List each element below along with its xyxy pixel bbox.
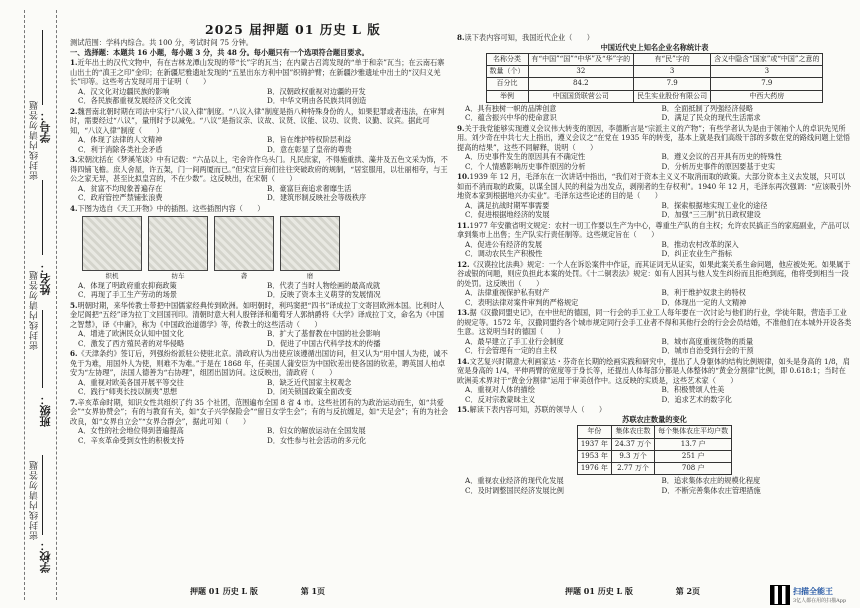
question-text: 据《汉撒同盟史记》，在中世纪的德国，同一行会的手工业工人每年要在一次讨论与他们的行业，学徒年限，营造手工业的规定等。1572 年，汉撒同盟约各个城市规定同行会手工业者不得和其他行会的行会会员结婚，不准他们在本城外开设各类生意。这说明当时的德国（ ） bbox=[457, 308, 852, 337]
answer-option[interactable]: D．纠正农业生产指标 bbox=[661, 249, 732, 259]
footer-right-title: 押题 01 历史 L 版 bbox=[565, 586, 633, 596]
answer-option[interactable]: A．体现了法律的人文精神 bbox=[78, 135, 163, 144]
table-header-cell: 有“中国”“国”“中华”及“华”字的 bbox=[528, 54, 634, 66]
answer-option[interactable]: A．重视对人体的描绘 bbox=[465, 385, 535, 395]
qr-code-icon bbox=[770, 585, 790, 605]
question-7 bbox=[70, 398, 450, 446]
question-number: 7. bbox=[70, 397, 78, 407]
tiangong-kaiwu-illustration bbox=[148, 216, 208, 271]
exam-title: 2025 届押题 01 历史 L 版 bbox=[205, 22, 381, 37]
question-number: 14. bbox=[457, 356, 470, 366]
answer-option[interactable]: A．女性的社会地位得到普遍提高 bbox=[78, 426, 184, 436]
answer-options bbox=[70, 426, 450, 445]
answer-option[interactable]: B．缺乏近代国家主权观念 bbox=[267, 377, 352, 387]
answer-option[interactable]: B．汉朝政权重视对边疆的开发 bbox=[267, 86, 366, 96]
question-text: 1977 年安徽省明文规定：农村一切工作要以生产为中心，尊重生产队的自主权；允许农民搞正当的家庭副业，产品可以拿到集市上出售；生产队实行责任制等。这些规定旨在（ ） bbox=[457, 220, 850, 240]
answer-options bbox=[70, 135, 450, 154]
question-stem bbox=[457, 405, 852, 415]
answer-option[interactable]: D．满足了民众的现代生活需求 bbox=[661, 113, 761, 123]
footer-left-page: 第 1页 bbox=[300, 586, 326, 596]
question-text: 下图为选自《天工开物》中的插图。这些插图内容（ ） bbox=[77, 203, 265, 213]
question-15 bbox=[457, 405, 852, 495]
question-number: 4. bbox=[70, 203, 78, 213]
question-stem bbox=[70, 398, 450, 427]
illustration-caption: 纺车 bbox=[171, 272, 185, 280]
answer-option[interactable]: B．扩大了基督教在中国的社会影响 bbox=[267, 329, 381, 339]
table-cell: 24.37 万个 bbox=[611, 438, 654, 450]
table-cell: 3 bbox=[711, 66, 823, 78]
answer-option[interactable]: C．促进根据地经济的发展 bbox=[465, 210, 550, 220]
question-text: 明朝时期，来华传教士带把中国儒家经典传到欧洲。如明朝时，利玛窦把“四书”译成拉丁文寄回欧洲本国。比利时人金尼阁把“五经”译为拉丁文回国刊印。清朝时意大利人殷铎泽和葡萄牙人郭纳爵将《大学》译成拉丁文，命名为《中国之智慧》，译《中庸》，称为《中国政治道德学》等，传教士的这些活动（ ） bbox=[70, 300, 445, 329]
answer-option[interactable]: B．旨在维护特权阶层利益 bbox=[267, 135, 352, 144]
answer-option[interactable]: B．积极赞颂人性美 bbox=[661, 385, 725, 395]
question-number: 3. bbox=[70, 155, 78, 164]
table-title: 中国近代史上知名企业名称统计表 bbox=[600, 42, 709, 52]
dashed-seal-line-inner bbox=[56, 10, 57, 600]
answer-option[interactable]: A．贫富不均现象普遍存在 bbox=[78, 183, 163, 193]
answer-option[interactable]: B．妇女的解放运动在全国发展 bbox=[267, 426, 366, 436]
question-number: 8. bbox=[457, 33, 465, 42]
table-cell: 9.3 万个 bbox=[611, 450, 654, 462]
question-8 bbox=[457, 33, 852, 123]
table-row bbox=[577, 463, 731, 475]
answer-option[interactable]: C．利于消除各类社会矛盾 bbox=[78, 144, 163, 154]
tiangong-kaiwu-illustration bbox=[280, 216, 340, 271]
table-cell: 1953 年 bbox=[577, 450, 611, 462]
class-label: 班级： bbox=[39, 394, 52, 427]
table-cell: 7.9 bbox=[634, 78, 711, 90]
answer-option[interactable]: D．中华文明由各民族共同创造 bbox=[267, 96, 367, 105]
answer-option[interactable]: B．城市高度重视货物的质量 bbox=[661, 336, 754, 346]
answer-option[interactable]: D．分析历史事件的原因要基于史实 bbox=[661, 161, 776, 171]
question-number: 5. bbox=[70, 300, 78, 310]
table-cell: 举例 bbox=[486, 90, 528, 102]
question-14 bbox=[457, 357, 852, 405]
table-row bbox=[486, 90, 823, 102]
table-header-cell: 集体农庄数 bbox=[611, 426, 654, 438]
table-title: 苏联农庄数量的变化 bbox=[622, 414, 687, 424]
footer-right-page: 第 2页 bbox=[675, 586, 701, 596]
answer-option[interactable]: D．反映了资本主义萌芽的发展情况 bbox=[267, 290, 381, 300]
answer-option[interactable]: B．豪富巨商追求奢靡生活 bbox=[267, 183, 352, 193]
answer-option[interactable]: A．重视农业经济的现代化发展 bbox=[465, 476, 564, 486]
question-text: 《汉谟拉比法典》规定：一个人在诉讼案件中作证，而其证词无从证实，如果此案关系生命问题，他应被处死。如果属于谷或银的问题，则应负担此本案的处罚。《十二铜表法》规定：如有人因其与他人发生纠纷而且拒绝到庭，他将受到相当一段的处罚。这反映出（ ） bbox=[457, 259, 851, 288]
section-instructions: 一、选择题：本题共 16 小题，每小题 3 分，共 48 分。每小题只有一个选项符合题目要求。 bbox=[70, 47, 369, 57]
tiangong-kaiwu-illustration bbox=[82, 216, 142, 271]
question-6 bbox=[70, 349, 450, 397]
question-stem bbox=[70, 58, 450, 87]
table-cell: 中西大药房 bbox=[711, 90, 823, 102]
table-cell: 84.2 bbox=[528, 78, 634, 90]
question-stem bbox=[457, 308, 852, 337]
answer-option[interactable]: B．追求集体农庄的规模化程度 bbox=[661, 476, 761, 486]
data-table bbox=[486, 53, 824, 103]
answer-option[interactable]: A．促进公有经济的发展 bbox=[465, 239, 543, 249]
question-11 bbox=[457, 221, 852, 259]
question-stem bbox=[457, 124, 852, 153]
question-10 bbox=[457, 172, 852, 220]
answer-option[interactable]: B．利于维护奴隶主的特权 bbox=[661, 288, 746, 298]
answer-option[interactable]: A．最早建立了手工业行会制度 bbox=[465, 336, 564, 346]
table-cell: 3 bbox=[634, 66, 711, 78]
question-text: 1939 年 12 月，毛泽东在一次讲话中指出，“我们对于资本主义义不取消而取的政策。大部分资本主义去发展，只可以如而不消而取的政策，以谋全国人民的利益为出发点，剥削者的生存权利”。1940 年 12 月，毛泽东再次强调：“应该吸引外地资本家到根据地兴办实业”。毛泽东这些论述的目的是（ ） bbox=[457, 172, 851, 201]
question-stem bbox=[457, 260, 852, 289]
question-text: 关于我党能够实现遵义会议伟大转变的原因，李德断言是“宗派主义的产物”；有些学者认为是由于领袖个人的卓识先见所用。刘少奇在中共七大上指出，遵义会议之“在党在 1935 年的转变，基本上就是我们高级干部的多数在党的路线问题上觉悟提高的结果”，这些不同解释，说明（ ） bbox=[457, 123, 851, 152]
question-number: 1. bbox=[70, 58, 78, 67]
question-stem bbox=[70, 204, 450, 214]
table-cell: 708 户 bbox=[655, 463, 732, 475]
right-column bbox=[457, 32, 852, 495]
answer-option[interactable]: A．重视对欧美各国开展平等交往 bbox=[78, 377, 184, 387]
scanner-slogan: 3亿人都在用的扫描App bbox=[793, 598, 847, 604]
scanner-watermark bbox=[770, 585, 846, 605]
binding-margin bbox=[0, 0, 64, 608]
answer-option[interactable]: C．及时调整国民经济发展比例 bbox=[465, 485, 564, 495]
exam-scope: 测试范围：学科内综合。共 100 分，考试时间 75 分钟。 bbox=[70, 38, 253, 47]
answer-option[interactable]: C．反对宗教蒙昧主义 bbox=[465, 394, 536, 404]
student-id-blank[interactable] bbox=[42, 30, 43, 105]
answer-option[interactable]: B．全面抵制了列强经济侵略 bbox=[661, 103, 754, 113]
dashed-seal-line-outer bbox=[24, 10, 25, 600]
question-text: 近年出土的汉代文物中，有在吉林龙潭山发现的带“长”字的瓦当；在内蒙古召湾发现的“单于和亲”瓦当；在云南石寨山出土的“滇王之印”金印；在新疆尼雅遗址发现的“五星出东方利中国”织锦护臂；在新疆沙雅遗址中出土的“汉归义羌长”印等。这些考古发现可用于证明（ ） bbox=[70, 58, 445, 86]
name-blank[interactable] bbox=[42, 180, 43, 255]
table-header-cell: 年份 bbox=[577, 426, 611, 438]
answer-options bbox=[70, 329, 450, 348]
answer-options bbox=[457, 152, 852, 171]
answer-option[interactable]: C．各民族都重视发展经济文化交流 bbox=[78, 96, 192, 105]
answer-option[interactable]: A．法律重视保护私有财产 bbox=[465, 288, 550, 298]
table-header-cell: 名称分类 bbox=[486, 54, 528, 66]
table-cell: 7.9 bbox=[711, 78, 823, 90]
name-label: 姓名： bbox=[39, 262, 52, 295]
illustration-caption: 砻 bbox=[240, 272, 248, 280]
table-cell: 1976 年 bbox=[577, 463, 611, 475]
question-number: 15. bbox=[457, 405, 470, 415]
answer-options bbox=[70, 281, 450, 300]
question-number: 12. bbox=[457, 259, 470, 269]
table-cell: 中国国货联营公司 bbox=[528, 90, 634, 102]
question-text: 魏晋南北朝时期在司法中实行“八议入律”制度。“八议入律”制度是指八种特殊身份的人，如果犯罪或者违法，在审判时，需要经过“八议”，量刑时予以减免。“八议”是指议亲、议故、议贤、议能、议功、议贵、议勤、议宾。据此可知，“八议入律”制度（ ） bbox=[70, 106, 445, 135]
school-blank[interactable] bbox=[42, 455, 43, 535]
question-stem bbox=[457, 172, 852, 201]
left-column bbox=[70, 38, 450, 445]
table-header-cell: 有“民”字的 bbox=[634, 54, 711, 66]
answer-option[interactable]: C．表明法律对案件审判的严格规定 bbox=[465, 297, 579, 307]
answer-option[interactable]: C．辛亥革命受到女性的积极支持 bbox=[78, 435, 185, 445]
question-number: 6. bbox=[70, 349, 78, 359]
table-row bbox=[577, 438, 731, 450]
answer-option[interactable]: A．历史事件发生的原因具有不确定性 bbox=[465, 152, 586, 162]
answer-option[interactable]: D．体现出一定的人文精神 bbox=[661, 297, 747, 307]
table-header-cell: 含义中隐含“国家”或“中国”之意的 bbox=[711, 54, 823, 66]
answer-option[interactable]: C．个人情感影响历史事件原因的分析 bbox=[465, 161, 586, 171]
answer-option[interactable]: A．汉文化对边疆民族的影响 bbox=[78, 86, 170, 96]
table-cell: 32 bbox=[528, 66, 634, 78]
answer-option[interactable]: A．满足抗战时期军事需要 bbox=[465, 200, 550, 210]
question-5 bbox=[70, 301, 450, 349]
question-text: 读下表内容可知，我国近代企业（ ） bbox=[464, 33, 594, 42]
answer-options bbox=[457, 240, 852, 259]
answer-option[interactable]: D．加强“三三制”抗日政权建设 bbox=[661, 210, 761, 220]
illustration-caption: 织机 bbox=[105, 272, 119, 280]
question-1 bbox=[70, 58, 450, 106]
footer-left bbox=[190, 586, 325, 597]
question-2 bbox=[70, 107, 450, 155]
answer-option[interactable]: D．促进了中国古代科学技术的传播 bbox=[267, 338, 381, 348]
table-cell: 13.7 户 bbox=[655, 438, 732, 450]
answer-options bbox=[70, 87, 450, 106]
question-3 bbox=[70, 155, 450, 203]
question-stem bbox=[457, 357, 852, 386]
student-id-label: 学号： bbox=[39, 110, 52, 143]
data-table bbox=[577, 425, 732, 475]
scanner-brand: 扫描全能王 bbox=[793, 586, 833, 596]
table-row bbox=[577, 450, 731, 462]
question-4 bbox=[70, 204, 450, 300]
answer-options bbox=[457, 201, 852, 220]
answer-option[interactable]: D．不断完善集体农庄管理措施 bbox=[661, 485, 761, 495]
table-row bbox=[486, 78, 823, 90]
answer-option[interactable]: C．政府管控严禁铺张浪费 bbox=[78, 193, 163, 202]
question-9 bbox=[457, 124, 852, 172]
question-text: 文艺复兴时期意大利画家达・芬奇在长期的绘画实践和研究中，提出了人身躯体的结构比例规律，如头是身高的 1/8，肩宽是身高的 1/4，平伸两臂的宽度等于身长等，还提出人体每部分都是人体整体的“黄金分割律”比例，即 0.618:1；当时在欧洲美术界对于“黄金分割律”运用于审美创作中。这反映的实质是，这些艺术家（ ） bbox=[457, 356, 850, 385]
answer-option[interactable]: D．女性参与社会活动的多元化 bbox=[267, 435, 367, 445]
illustration-row bbox=[82, 216, 450, 271]
seal-notice-middle: 密封线内请勿答题 bbox=[30, 270, 40, 350]
table-cell: 民生实业股份有限公司 bbox=[634, 90, 711, 102]
question-stem bbox=[70, 349, 450, 378]
footer-left-title: 押题 01 历史 L 版 bbox=[190, 586, 258, 596]
question-number: 10. bbox=[457, 172, 470, 182]
answer-option[interactable]: D．追求艺术的数字化 bbox=[661, 394, 732, 404]
table-row bbox=[486, 66, 823, 78]
answer-option[interactable]: C．再现了手工生产劳动的场景 bbox=[78, 290, 177, 300]
answer-option[interactable]: B．遵义会议的召开具有历史的特殊性 bbox=[661, 152, 782, 162]
answer-option[interactable]: C．践行“师夷长技以制夷”思想 bbox=[78, 387, 178, 397]
answer-options bbox=[70, 378, 450, 397]
question-text: 宋朝沈括在《梦溪笔谈》中有记载：“六品以上，宅舍许作乌头门。凡民庶家，不得施重拱、藻井及五色文采为饰，不得四铺飞檐。庶人舍屋，许五架，门一间两厦而已。”但宋宣巨商们往往突破政府的规制，“居室服用，以壮丽相夸，与王公之家无异，甚至比拟皇宫的，不在少数”。这反映出，在宋朝（ ） bbox=[70, 155, 448, 183]
table-cell: 百分比 bbox=[486, 78, 528, 90]
tiangong-kaiwu-illustration bbox=[214, 216, 274, 271]
answer-option[interactable]: B．推动农村改革的深入 bbox=[661, 239, 739, 249]
answer-option[interactable]: C．激发了西方殖民者的对华侵略 bbox=[78, 338, 185, 348]
answer-option[interactable]: B．代表了当时人物绘画的最高成就 bbox=[267, 280, 381, 290]
question-number: 2. bbox=[70, 106, 78, 116]
answer-option[interactable]: A．具有独树一帜的品牌创意 bbox=[465, 103, 557, 113]
question-text: 辛亥革命时期，知识女性共组织了约 35 个社团，范围遍布全国 8 省 4 市。这些社团有的为政治运动而生，如“共爱会”“女界协赞会”；有的与教育有关，如“女子兴学保险会”“留日女学生会”；有的与反抗缠足，如“天足会”；有的为社会改良，如“女界自立会”“女界合群会”，据此可知（ ） bbox=[70, 397, 449, 426]
question-stem bbox=[70, 301, 450, 330]
answer-option[interactable]: A．体现了明政府重农抑商政策 bbox=[78, 280, 177, 290]
illustration-caption: 磨 bbox=[306, 272, 314, 280]
question-12 bbox=[457, 260, 852, 308]
seal-notice-top: 密封线内请勿答题 bbox=[30, 100, 40, 180]
table-cell: 数量（个） bbox=[486, 66, 528, 78]
answer-options bbox=[457, 337, 852, 356]
answer-option[interactable]: D．意在彰显了皇帝的尊贵 bbox=[267, 144, 352, 154]
answer-option[interactable]: D．城市自治受到行会的干预 bbox=[661, 346, 754, 356]
answer-option[interactable]: B．探索根据地实现工业化的途径 bbox=[661, 200, 768, 210]
question-stem bbox=[457, 221, 852, 240]
answer-options bbox=[457, 385, 852, 404]
question-number: 9. bbox=[457, 123, 465, 133]
question-text: 解读下表内容可知，苏联的领导人（ ） bbox=[469, 405, 607, 415]
seal-notice-bottom: 密封线内请勿答题 bbox=[30, 460, 40, 540]
illustration-captions bbox=[82, 272, 450, 281]
question-stem bbox=[70, 107, 450, 136]
answer-options bbox=[457, 288, 852, 307]
answer-option[interactable]: C．蕴含振兴中华的使命意识 bbox=[465, 113, 557, 123]
question-stem bbox=[70, 155, 450, 184]
table-header-cell: 每个集体农庄平均户数 bbox=[655, 426, 732, 438]
answer-option[interactable]: D．建筑形制反映社会等级秩序 bbox=[267, 193, 367, 202]
table-cell: 251 户 bbox=[655, 450, 732, 462]
question-13 bbox=[457, 308, 852, 356]
answer-options bbox=[457, 476, 852, 495]
footer-right bbox=[565, 586, 700, 597]
answer-option[interactable]: D．闭关锁国政策全面改变 bbox=[267, 387, 352, 397]
class-blank[interactable] bbox=[42, 310, 43, 388]
question-stem bbox=[457, 33, 852, 43]
answer-option[interactable]: C．行会管理有一定的自主权 bbox=[465, 346, 557, 356]
answer-option[interactable]: A．增进了欧洲民众认知中国文化 bbox=[78, 329, 184, 339]
school-label: 学校： bbox=[39, 540, 52, 573]
answer-options bbox=[457, 104, 852, 123]
table-cell: 1937 年 bbox=[577, 438, 611, 450]
question-number: 13. bbox=[457, 308, 470, 318]
question-text: 《天津条约》签订后，列强纷纷派驻公使驻北京。清政府认为出使应该遵循出国访问，但又认为“用中国人为使，诚不免于为难，用国外人为使，则难不为难。”于是在 1868 年，任美国人蒲安臣为中国钦差出使各国的钦差，聘英国人柏卓安为“左协理”，法国人德善为“右协理”，组团出国访问。这反映出，清政府（ ） bbox=[70, 349, 448, 378]
table-cell: 2.77 万个 bbox=[611, 463, 654, 475]
answer-option[interactable]: C．调动农民生产积极性 bbox=[465, 249, 543, 259]
question-number: 11. bbox=[457, 220, 470, 230]
answer-options bbox=[70, 184, 450, 203]
